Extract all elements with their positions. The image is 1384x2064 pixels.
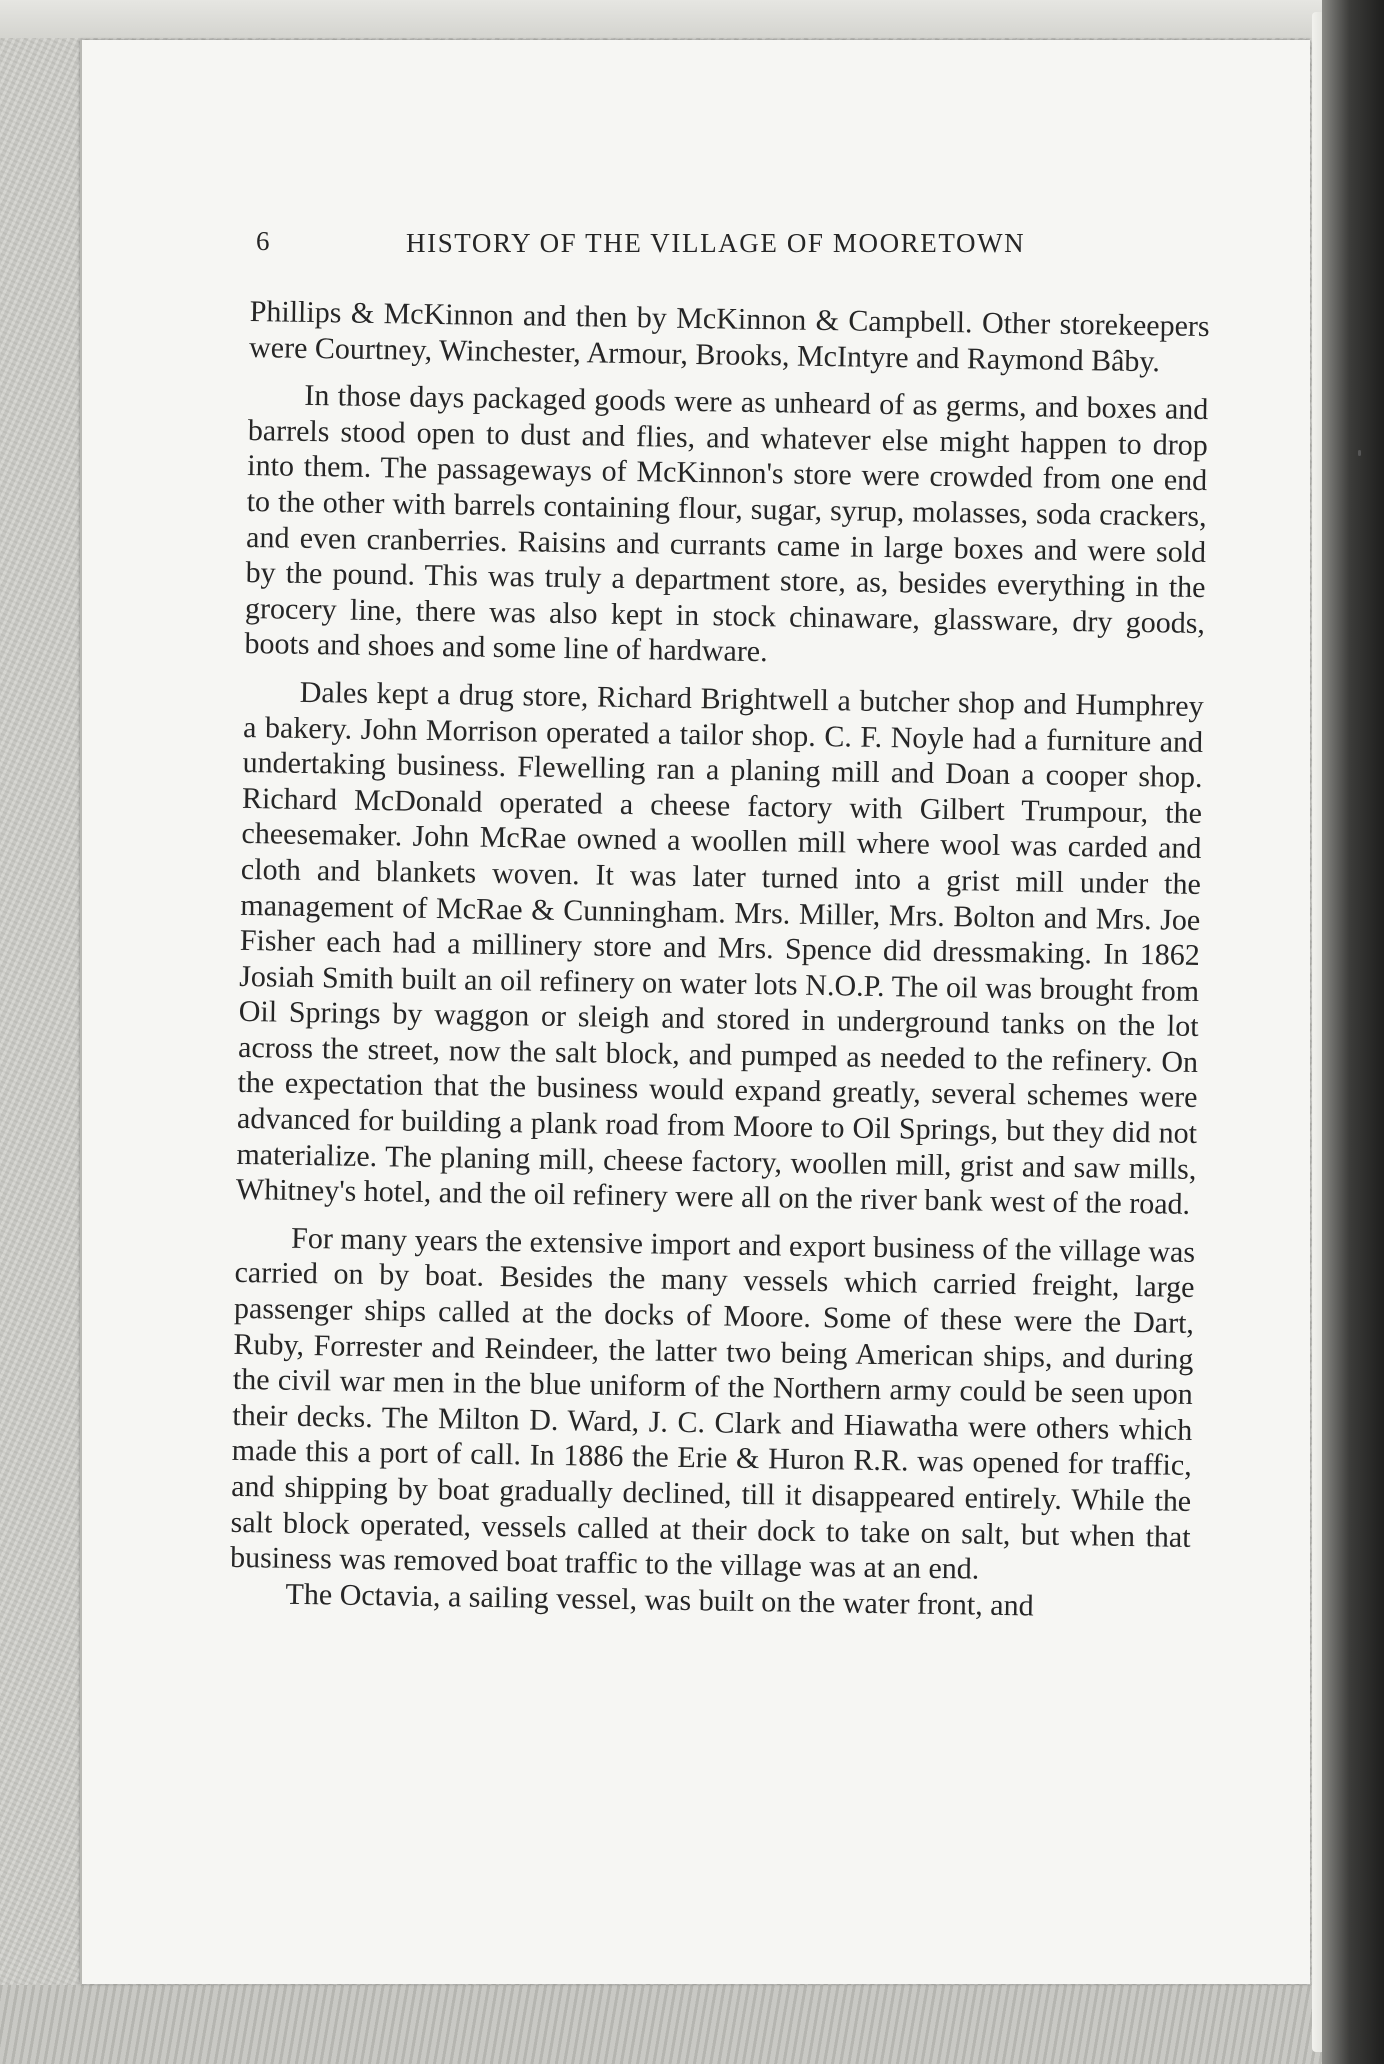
paragraph: In those days packaged goods were as unheard of as germs, and boxes and barrels stood open to dust and flies, and whatever else might happen to drop into them. The passageways of McKinnon's store were crowded from one end to the other with barrels containing flour, sugar, syrup, molasses, soda crackers, and even cranberries. Raisins and currants came in large boxes and were sold by the pound. This was truly a department store, as, besides everything in the grocery line, there was also kept in stock chinaware, glassware, dry goods, boots and shoes and some line of hardware. [244, 379, 1209, 669]
paragraph: Dales kept a drug store, Richard Brightwell a butcher shop and Humphrey a bakery. John Morrison operated a tailor shop. C. F. Noyle had a furniture and undertaking business. Flewelling ran a planing mill and Doan a cooper shop. Richard McDonald operated a cheese factory with Gilbert Trumpour, the cheesemaker. John McRae owned a woollen mill where wool was carded and cloth and blankets woven. It was later turned into a grist mill under the management of McRae & Cunningham. Mrs. Miller, Mrs. Bolton and Mrs. Joe Fisher each had a millinery store and Mrs. Spence did dressmaking. In 1862 Josiah Smith built an oil refinery on water lots N.O.P. The oil was brought from Oil Springs by waggon or sleigh and stored in underground tanks on the lot across the street, now the salt block, and pumped as needed to the refinery. On the expectation that the business would expand greatly, several schemes were advanced for building a plank road from Moore to Oil Springs, but they did not materialize. The planing mill, cheese factory, woollen mill, grist and saw mills, Whitney's hotel, and the oil refinery were all on the river bank west of the road. [235, 675, 1204, 1222]
scan-top-edge [0, 0, 1384, 38]
paragraph: For many years the extensive import and export business of the village was carried on by boat. Besides the many vessels which carried freight, large passenger ships called at the docks of Moore. Some of these were the Dart, Ruby, Forrester and Reindeer, the latter two being American ships, and during the civil war men in the blue uniform of the Northern army could be seen upon their decks. The Milton D. Ward, J. C. Clark and Hiawatha were others which made this a port of call. In 1886 the Erie & Huron R.R. was opened for traffic, and shipping by boat gradually declined, till it disappeared entirely. While the salt block operated, vessels called at their dock to take on salt, but when that business was removed boat traffic to the village was at an end. [229, 1221, 1196, 1586]
page-number: 6 [256, 226, 270, 256]
scan-bottom-edge [0, 1985, 1384, 2064]
running-title: HISTORY OF THE VILLAGE OF MOORETOWN [406, 228, 1026, 258]
paragraph: Phillips & McKinnon and then by McKinnon & Campbell. Other storekeepers were Courtney, Winchester, Armour, Brooks, McIntyre and Raymond Bâby. [248, 294, 1210, 378]
paragraph: The Octavia, a sailing vessel, was built on the water front, and [285, 1577, 1034, 1623]
body-text [229, 294, 1210, 1638]
book-binding [1322, 0, 1384, 2064]
scan-speck [1358, 450, 1361, 456]
running-head [176, 218, 1176, 258]
